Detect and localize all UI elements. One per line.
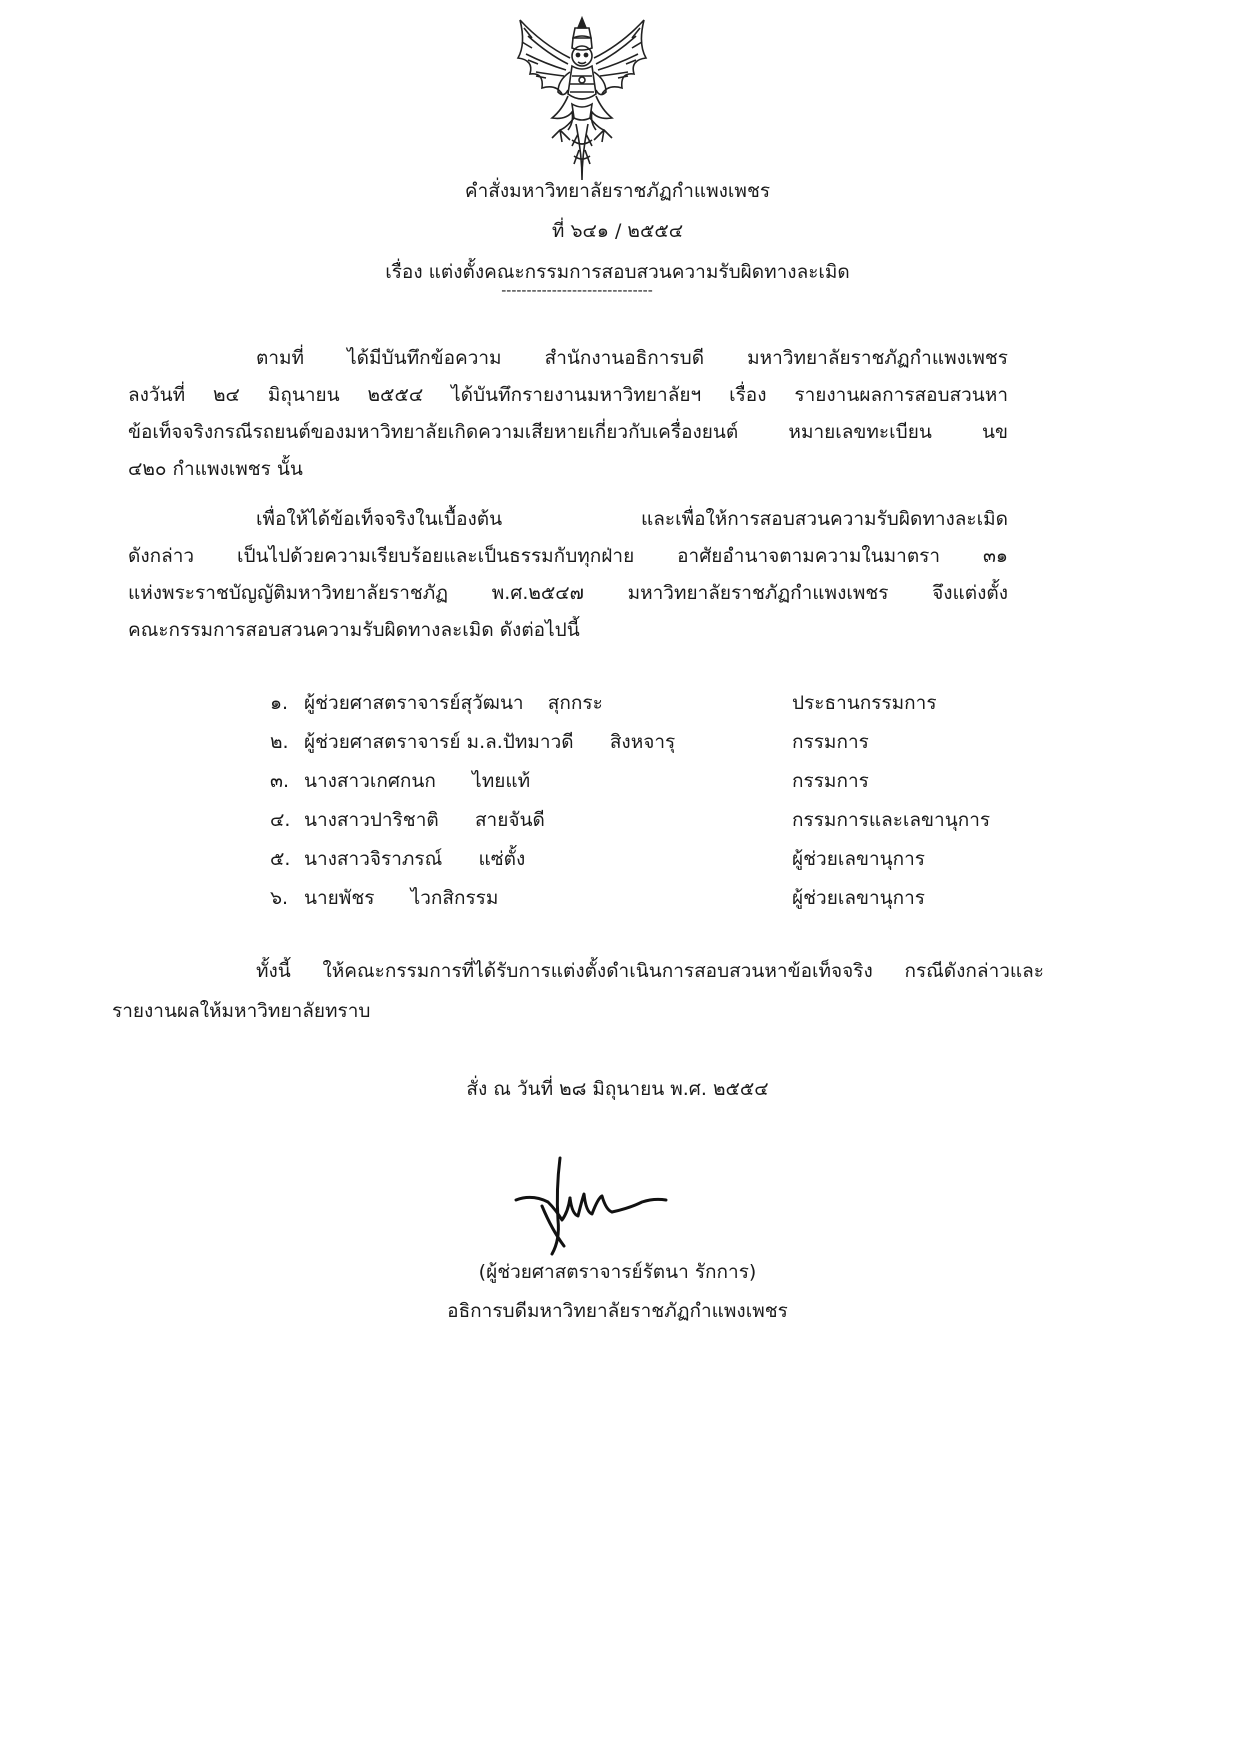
paragraph-line: ดังกล่าว เป็นไปด้วยความเรียบร้อยและเป็นธรรมกับทุกฝ่าย อาศัยอำนาจตามความในมาตรา ๓๑ (128, 545, 1008, 567)
paragraph-line: เพื่อให้ได้ข้อเท็จจริงในเบื้องต้น และเพื่อให้การสอบสวนความรับผิดทางละเมิด (256, 508, 1008, 530)
committee-member (270, 725, 1010, 764)
member-number: ๒. (270, 731, 289, 753)
paragraph-line: รายงานผลให้มหาวิทยาลัยทราบ (112, 1000, 371, 1022)
member-role: กรรมการ (792, 731, 869, 753)
paragraph-line: ลงวันที่ ๒๔ มิถุนายน ๒๕๕๔ ได้บันทึกรายงานมหาวิทยาลัยฯ เรื่อง รายงานผลการสอบสวนหา (128, 384, 1008, 406)
signatory-position: อธิการบดีมหาวิทยาลัยราชภัฏกำแพงเพชร (447, 1300, 788, 1322)
garuda-emblem (512, 14, 652, 184)
committee-member (270, 803, 1010, 842)
member-number: ๑. (270, 692, 289, 714)
member-name: นายพัชร ไวกสิกรรม (304, 887, 499, 909)
committee-list (270, 686, 1010, 920)
member-role: ผู้ช่วยเลขานุการ (792, 887, 925, 909)
paragraph-line: ตามที่ ได้มีบันทึกข้อความ สำนักงานอธิการบดี มหาวิทยาลัยราชภัฏกำแพงเพชร (256, 347, 1008, 369)
committee-member (270, 881, 1010, 920)
committee-member (270, 764, 1010, 803)
order-title: คำสั่งมหาวิทยาลัยราชภัฏกำแพงเพชร (464, 180, 771, 202)
member-name: นางสาวปาริชาติ สายจันดี (304, 809, 545, 831)
member-role: กรรมการและเลขานุการ (792, 809, 991, 831)
paragraph-line: ทั้งนี้ ให้คณะกรรมการที่ได้รับการแต่งตั้งดำเนินการสอบสวนหาข้อเท็จจริง กรณีดังกล่าวและ (256, 960, 1044, 982)
order-subject: เรื่อง แต่งตั้งคณะกรรมการสอบสวนความรับผิดทางละเมิด (385, 261, 850, 283)
member-name: ผู้ช่วยศาสตราจารย์สุวัฒนา สุกกระ (304, 692, 603, 714)
committee-member (270, 686, 1010, 725)
paragraph-line: แห่งพระราชบัญญัติมหาวิทยาลัยราชภัฏ พ.ศ.๒๕๔๗ มหาวิทยาลัยราชภัฏกำแพงเพชร จึงแต่งตั้ง (128, 582, 1008, 604)
paragraph-2 (128, 501, 1008, 649)
signatory-name: (ผู้ช่วยศาสตราจารย์รัตนา รักการ) (478, 1261, 757, 1283)
member-number: ๓. (270, 770, 290, 792)
member-name: ผู้ช่วยศาสตราจารย์ ม.ล.ปัทมาวดี สิงหจารุ (304, 731, 676, 753)
closing-paragraph (112, 951, 1044, 1031)
member-number: ๕. (270, 848, 291, 870)
paragraph-line: ข้อเท็จจริงกรณีรถยนต์ของมหาวิทยาลัยเกิดความเสียหายเกี่ยวกับเครื่องยนต์ หมายเลขทะเบียน นข (128, 421, 1008, 443)
member-role: ประธานกรรมการ (792, 692, 937, 714)
member-role: กรรมการ (792, 770, 869, 792)
member-name: นางสาวจิราภรณ์ แซ่ตั้ง (304, 848, 526, 870)
paragraph-line: คณะกรรมการสอบสวนความรับผิดทางละเมิด ดังต่อไปนี้ (128, 619, 580, 641)
member-number: ๔. (270, 809, 291, 831)
order-date: สั่ง ณ วันที่ ๒๘ มิถุนายน พ.ศ. ๒๕๕๔ (466, 1078, 769, 1100)
signature-mark (512, 1150, 672, 1260)
paragraph-line: ๔๒๐ กำแพงเพชร นั้น (128, 458, 303, 480)
paragraph-1 (128, 340, 1008, 488)
separator-line: ------------------------------ (501, 283, 653, 299)
order-number: ที่ ๖๔๑ / ๒๕๕๔ (551, 220, 684, 242)
member-name: นางสาวเกศกนก ไทยแท้ (304, 770, 531, 792)
member-number: ๖. (270, 887, 289, 909)
committee-member (270, 842, 1010, 881)
member-role: ผู้ช่วยเลขานุการ (792, 848, 925, 870)
